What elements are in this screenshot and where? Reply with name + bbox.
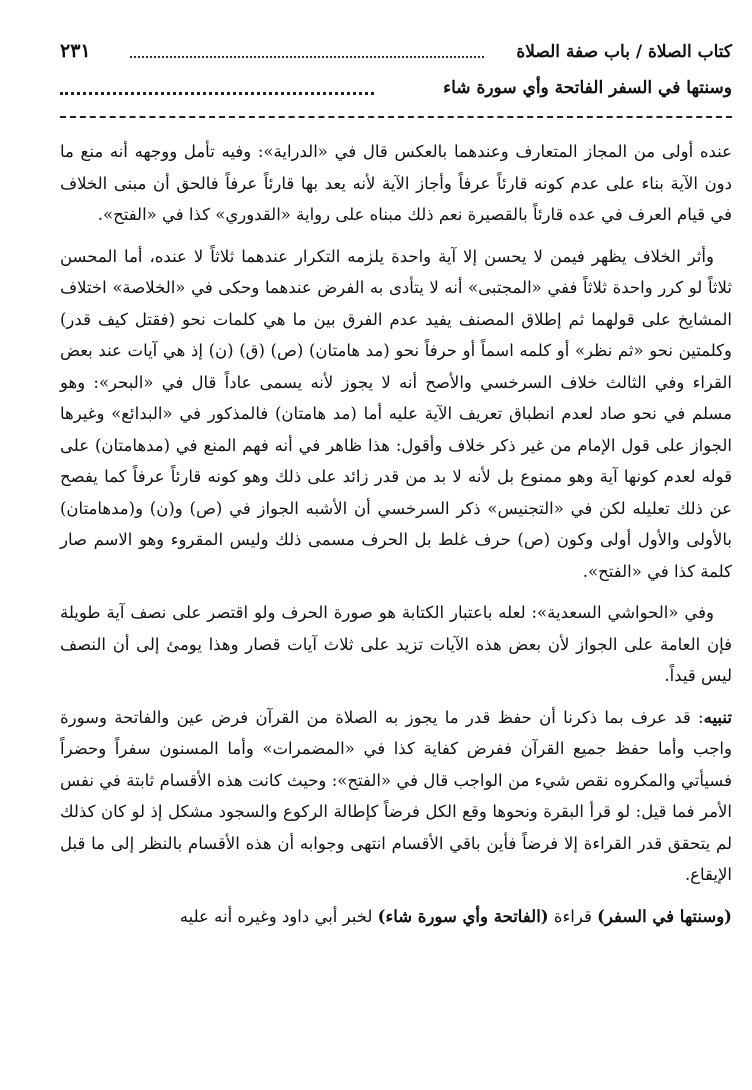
paragraph-1: عنده أولى من المجاز المتعارف وعندهما بالعكس قال في «الدراية»: وفيه تأمل ووجهه أنه منع ما دون الآية بناء على عدم كونه قارئاً عرفاً وأجاز الآية لأنه يعد بها قارئاً عرفاً فالحق أن مبنى الخلاف في قيام العرف في عده قارئاً بالقصيرة نعم ذلك مبناه على رواية «القدوري» كذا في «الفتح».: [60, 142, 732, 224]
paragraph-2: وأثر الخلاف يظهر فيمن لا يحسن إلا آية واحدة يلزمه التكرار عندهما ثلاثاً لا عنده، أما المحسن ثلاثاً لو كرر واحدة ثلاثاً ففي «المجتبى» أنه لا يتأدى به الفرض عندهما وحكى في «الخلاصة» اختلاف المشايخ على قولهما ثم إطلاق المصنف يفيد عدم الفرق بين ما هي كلمات نحو (فقتل كيف قدر) وكلمتين نحو «ثم نظر» أو كلمه اسماً أو حرفاً نحو (مد هامتان) (ص) (ق) (ن) إذ هي آيات عند بعض القراء وفي الثالث خلاف السرخسي والأصح أنه لا يجوز لأنه يسمى عاداً قال في «البحر»: وهو مسلم في نحو صاد لعدم انطباق تعريف الآية عليه أما (مد هامتان) فالمذكور في «البدائع» وغيرها الجواز على قول الإمام من غير ذكر خلاف وأقول: هذا ظاهر في أنه فهم المنع في (مدهامتان) على قوله لعدم كونها آية وهو ممنوع بل لأنه لا بد من قدر زائد على ذلك وهو كونه قارئاً عرفاً كما يفصح عن ذلك تعليله لكن في «التجنيس» ذكر السرخسي أن الأشبه الجواز في (ص) و(ن) و(مدهامتان) بالأولى والأول أولى وكون (ص) حرف غلط بل الحرف مسمى ذلك وليس المقروء وهو الاسم صار كلمة كذا في «الفتح».: [60, 246, 732, 581]
paragraph-5: [60, 901, 732, 933]
paragraph-5-mid: قراءة: [548, 906, 598, 926]
section-heading-line: [60, 78, 732, 112]
section-dotted-leader: [60, 92, 374, 95]
commentary-body: [60, 136, 732, 932]
matn-quote-2: (الفاتحة وأي سورة شاء): [377, 906, 549, 926]
dashed-divider: [60, 116, 732, 118]
paragraph-4: [60, 702, 732, 891]
paragraph-5-rest: لخبر أبي داود وغيره أنه عليه: [179, 906, 378, 926]
running-title: كتاب الصلاة / باب صفة الصلاة: [516, 42, 732, 62]
header-dotted-leader: [130, 56, 484, 58]
page: [60, 40, 732, 1070]
paragraph-4-text: : قد عرف بما ذكرنا أن حفظ قدر ما يجوز به الصلاة من القرآن فرض عين والفاتحة وسورة واجب وأما حفظ جميع القرآن ففرض كفاية كذا في «المضمرات» وأما المسنون سفراً وحضراً فسيأتي والمكروه نقص شيء من الواجب قال في «الفتح»: وحيث كانت هذه الأقسام ثابتة في نفس الأمر فما قيل: لو قرأ البقرة ونحوها وقع الكل فرضاً كإطالة الركوع والسجود مشكل إذ لو كان كذلك لم يتحقق قدر القراءة إلا فرضاً فأين باقي الأقسام انتهى وجوابه أن هذه الأقسام بالنظر إلى ما قبل الإيقاع.: [60, 707, 732, 884]
tanbih-label: تنبيه: [703, 707, 732, 727]
running-head: [60, 40, 732, 68]
paragraph-3: وفي «الحواشي السعدية»: لعله باعتبار الكتابة هو صورة الحرف ولو اقتصر على نصف آية طويلة فإن العامة على الجواز لأن بعض هذه الآيات تزيد على ثلاث آيات قصار وهذا يومئ إلى أن النصف ليس قيداً.: [60, 603, 732, 685]
page-number: ٢٣١: [60, 40, 91, 62]
matn-quote-1: (وسنتها في السفر): [597, 906, 732, 926]
section-heading: وسنتها في السفر الفاتحة وأي سورة شاء: [443, 78, 732, 98]
